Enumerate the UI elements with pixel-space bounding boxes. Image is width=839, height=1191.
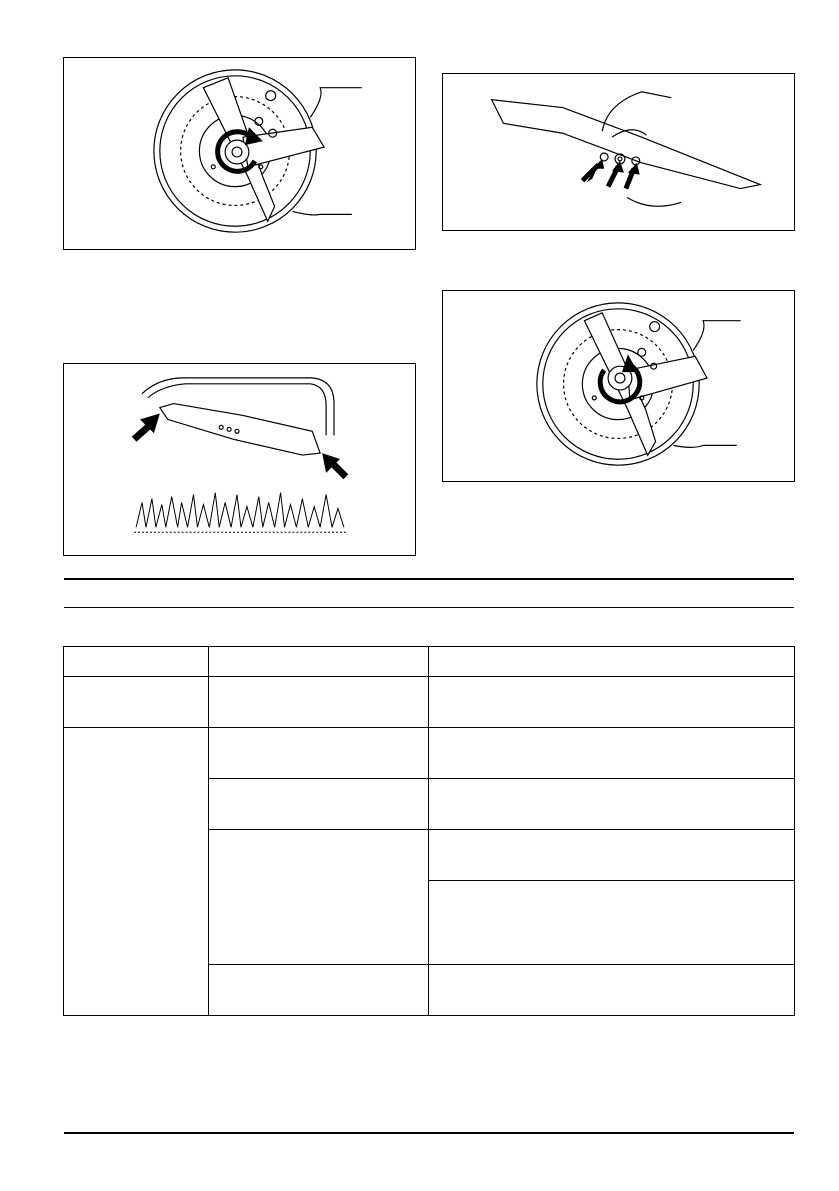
figure-blade-installation <box>442 290 795 482</box>
figure-blade-orientation <box>63 363 416 556</box>
table-cell <box>209 728 429 779</box>
footer-rule <box>64 1132 794 1134</box>
table-cell <box>64 677 209 728</box>
table-cell <box>209 965 429 1016</box>
table-cell <box>429 647 795 677</box>
mower-deck-blade-rotate-ccw-icon <box>64 58 415 249</box>
section-rule-bottom <box>64 607 794 608</box>
table-cell <box>209 647 429 677</box>
blade-bolt-arrows-icon <box>443 74 794 230</box>
table-cell <box>64 728 209 1016</box>
figure-blade-removal <box>63 57 416 250</box>
troubleshooting-table <box>63 646 795 1016</box>
table-cell <box>429 881 795 965</box>
table-cell <box>429 728 795 779</box>
blade-edge-arrows-grass-icon <box>64 364 415 555</box>
figure-blade-bolts <box>442 73 795 231</box>
table-cell <box>429 965 795 1016</box>
table-row <box>64 677 795 728</box>
table-cell <box>429 779 795 830</box>
table-cell <box>209 779 429 830</box>
section-rule-top <box>64 578 794 580</box>
table-header-row <box>64 647 795 677</box>
table-cell <box>429 677 795 728</box>
table-row <box>64 728 795 779</box>
mower-deck-blade-rotate-cw-icon <box>443 291 794 481</box>
table-cell <box>429 830 795 881</box>
table-cell <box>209 677 429 728</box>
table-cell <box>64 647 209 677</box>
table-cell <box>209 830 429 965</box>
